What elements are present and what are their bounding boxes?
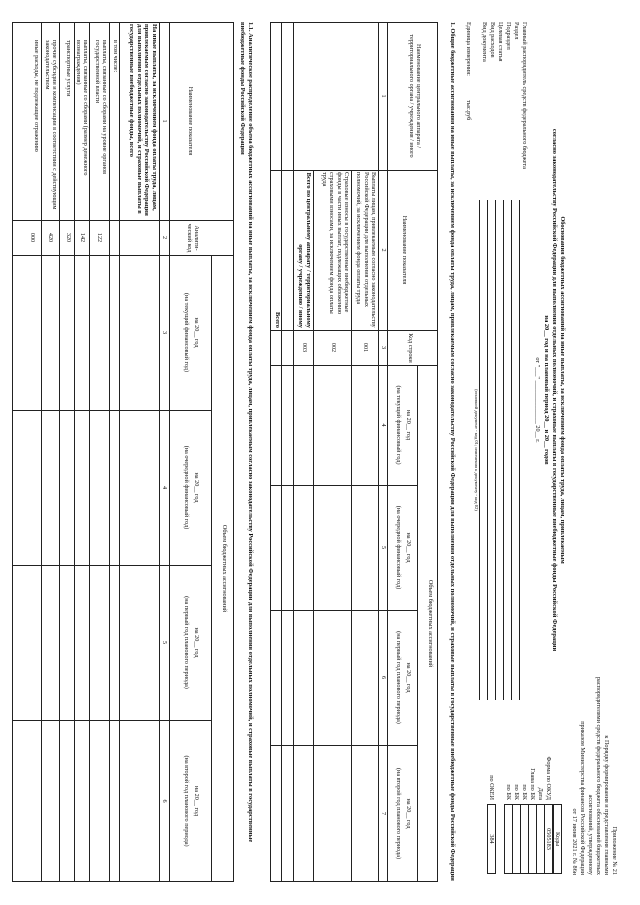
s11-colnum-1: 1 bbox=[161, 119, 168, 123]
s11-row-2-code: 122 bbox=[96, 232, 103, 243]
s11-header-y3sub: (на первый год планового периода) bbox=[183, 596, 190, 689]
document-title-line-3: на 20__ год и на плановый период 20__ и 20__ годов bbox=[543, 315, 550, 465]
s11-header-y2sub: (на очередной финансовый год) bbox=[183, 445, 190, 530]
s11-header-y4: на 20__ год bbox=[193, 786, 200, 816]
s1-row-2-name: Всего по центральному аппарату / территориальному органу / учреждению / иному bbox=[297, 172, 312, 328]
field-label-podrazdel: Подраздел bbox=[505, 22, 512, 50]
s1-row-0-code: 001 bbox=[362, 342, 369, 353]
s11-header-y2: на 20__ год bbox=[193, 472, 200, 503]
s11-row-5-code: 420 bbox=[47, 232, 54, 243]
s11-group-header: Объем бюджетных ассигнований bbox=[221, 524, 228, 613]
s11-colnum-4: 4 bbox=[161, 485, 168, 490]
codes-label-3: по БК bbox=[521, 784, 528, 800]
field-line-doc[interactable] bbox=[479, 200, 480, 700]
document-title-line-2: согласно законодательству Российской Федерации для выполнения отдельных полномочий, и страховые выплаты в государственные внебюджетные фонды Российской Федерации bbox=[551, 128, 558, 652]
unit-value: тыс.руб bbox=[465, 100, 472, 121]
codes-label-6: по ОКЕИ bbox=[488, 775, 495, 800]
field-label-doc: Вид документа bbox=[481, 22, 488, 62]
s1-header-y3: на 20__ год bbox=[405, 662, 412, 693]
s11-colnum-3: 3 bbox=[161, 330, 168, 335]
s1-header-y2: на 20__ год bbox=[405, 532, 412, 563]
s11-row-6-name: иные расходы, не подлежащие отражению bbox=[33, 40, 40, 152]
s1-row-2-code: 003 bbox=[301, 342, 308, 353]
field-label-gr: Главный распорядитель средств федерального бюджета bbox=[521, 22, 528, 169]
s1-colnum-2: 2 bbox=[380, 248, 387, 252]
s1-header-name: Наименование показателя bbox=[401, 215, 408, 285]
annex-line-1: к Порядку формирования и представления главными bbox=[603, 735, 610, 875]
codes-header: Коды bbox=[553, 804, 562, 874]
s11-header-y4sub: (на второй год планового периода) bbox=[183, 755, 190, 847]
s11-row-5-name: прочие субсидии и компенсации в соответствии с действующим законодательством bbox=[43, 40, 58, 210]
s11-header-y1: на 20__ год bbox=[193, 317, 200, 348]
annex-number: Приложение № 21 bbox=[611, 826, 618, 875]
s11-row-4-code: 320 bbox=[65, 232, 72, 243]
section11-title: 1.1. Аналитическое распределение объема бюджетных ассигнований на иные выплаты, за исключением фонда оплаты труда, лицам, привлекаемым согласно законодательству Российской Федерации для выполнения отдельных полномочий, и страховые выплаты в государственные внебюджетные фонды Российской Федерации bbox=[239, 22, 254, 843]
section1-title: 1. Общие бюджетные ассигнования на иные выплаты, за исключением фонда оплаты труда, лицам, привлекаемым согласно законодательству Российской Федерации для выполнения отдельных полномочий, и страховые выплаты в государственные внебюджетные фонды Российской Федерации bbox=[449, 22, 456, 881]
s11-header-name: Наименование показателя bbox=[187, 86, 194, 156]
field-line-razdel[interactable] bbox=[511, 200, 512, 700]
s1-colnum-3: 3 bbox=[380, 345, 387, 350]
s1-row-0-name: Выплаты лицам, привлекаемым согласно законодательству Российской Федерации для выполнения отдельных полномочий, за исключением фонда оплаты труда bbox=[355, 172, 377, 328]
codes-label-0: Форма по ОКУД bbox=[545, 756, 552, 800]
codes-value-okud: 0505183 bbox=[545, 828, 552, 850]
s11-colnum-5: 5 bbox=[161, 640, 168, 645]
field-label-razdel: Раздел bbox=[513, 22, 520, 40]
field-line-gr[interactable] bbox=[519, 200, 520, 700]
s11-row-2-name: выплаты, связанные со сборами на уровне органов государственной власти bbox=[93, 40, 108, 174]
field-line-cs[interactable] bbox=[495, 200, 496, 700]
field-line-podrazdel[interactable] bbox=[503, 200, 504, 700]
annex-line-5: от 17 июня 2021 г. № 86н bbox=[571, 808, 578, 875]
s11-row-3-name: выплаты, связанные со сборами (размер денежного вознаграждения) bbox=[74, 40, 89, 176]
s1-header-y3sub: (на первый год планового периода) bbox=[395, 631, 402, 724]
s1-colnum-1: 1 bbox=[380, 94, 387, 98]
s11-header-code: Аналити-ческий код bbox=[185, 223, 200, 253]
codes-label-4: по БК bbox=[513, 784, 520, 800]
s1-header-org: Наименование центрального аппарата / территориального органа / учреждения / иного bbox=[407, 34, 422, 158]
date-line: от "___" ______________ 20__ г. bbox=[534, 357, 541, 443]
s11-row-0-name: На иные выплаты, за исключением фонда оплаты труда, лицам, привлекаемым согласно законодательству Российской Федерации для выполнения отдельных полномочий, и страховые выплаты в государственные внебюджетные фонды, всего bbox=[128, 24, 158, 216]
document-title-line-1: Обоснования бюджетных ассигнований на иные выплаты, за исключением фонда оплаты труда, лицам, привлекаемым bbox=[559, 216, 566, 564]
s1-header-y4: на 20__ год bbox=[405, 798, 412, 829]
s11-colnum-2: 2 bbox=[161, 235, 168, 240]
codes-label-1: Дата bbox=[537, 787, 544, 800]
field-label-cs: Целевая статья bbox=[497, 22, 504, 62]
s1-colnum-6: 6 bbox=[380, 675, 387, 680]
s11-header-y1sub: (на текущий финансовый год) bbox=[183, 292, 190, 373]
field-hint-doc: (основной документ - код 01; изменения к документу - код 02) bbox=[474, 389, 479, 511]
codes-value-okei: 384 bbox=[487, 804, 496, 874]
s1-row-1-name: Страховые взносы в государственные внебюджетные фонды в части иных выплат, подлежащих обложению страховыми взносами, за исключением фонда оплаты труда bbox=[320, 172, 350, 314]
s1-header-y1: на 20__ год bbox=[405, 410, 412, 440]
field-label-vr: Вид расходов bbox=[489, 22, 496, 58]
s11-row-6-code: 000 bbox=[29, 232, 36, 243]
s11-row-3-code: 142 bbox=[79, 232, 86, 243]
codes-label-5: по БК bbox=[505, 784, 512, 800]
s11-colnum-6: 6 bbox=[161, 799, 168, 803]
s11-row-1-name: в том числе: bbox=[112, 40, 119, 73]
s11-header-y3: на 20__ год bbox=[193, 627, 200, 658]
s1-colnum-4: 4 bbox=[380, 423, 387, 427]
annex-line-2: распорядителями средств федерального бюджета обоснований бюджетных bbox=[595, 676, 602, 875]
s1-colnum-7: 7 bbox=[380, 811, 387, 816]
s1-header-y2sub: (на очередной финансовый год) bbox=[395, 505, 402, 590]
s11-row-4-name: транспортные услуги bbox=[65, 40, 72, 97]
annex-line-3: ассигнований, утвержденному bbox=[587, 794, 594, 875]
s1-row-3-name: Всего bbox=[274, 312, 281, 328]
s1-group-header: Объем бюджетных ассигнований bbox=[427, 579, 434, 668]
s1-header-code: Код строки bbox=[407, 333, 414, 363]
s1-row-1-code: 002 bbox=[330, 342, 337, 353]
s1-header-y4sub: (на второй год планового периода) bbox=[395, 767, 402, 860]
field-line-vr[interactable] bbox=[487, 200, 488, 700]
codes-label-2: Глава по БК bbox=[529, 768, 536, 800]
unit-label: Единица измерения: bbox=[465, 22, 472, 76]
s1-header-y1sub: (на текущий финансовый год) bbox=[395, 385, 402, 465]
annex-line-4: приказом Министерства финансов Российской Федерации bbox=[579, 721, 586, 875]
s1-colnum-5: 5 bbox=[380, 545, 387, 550]
